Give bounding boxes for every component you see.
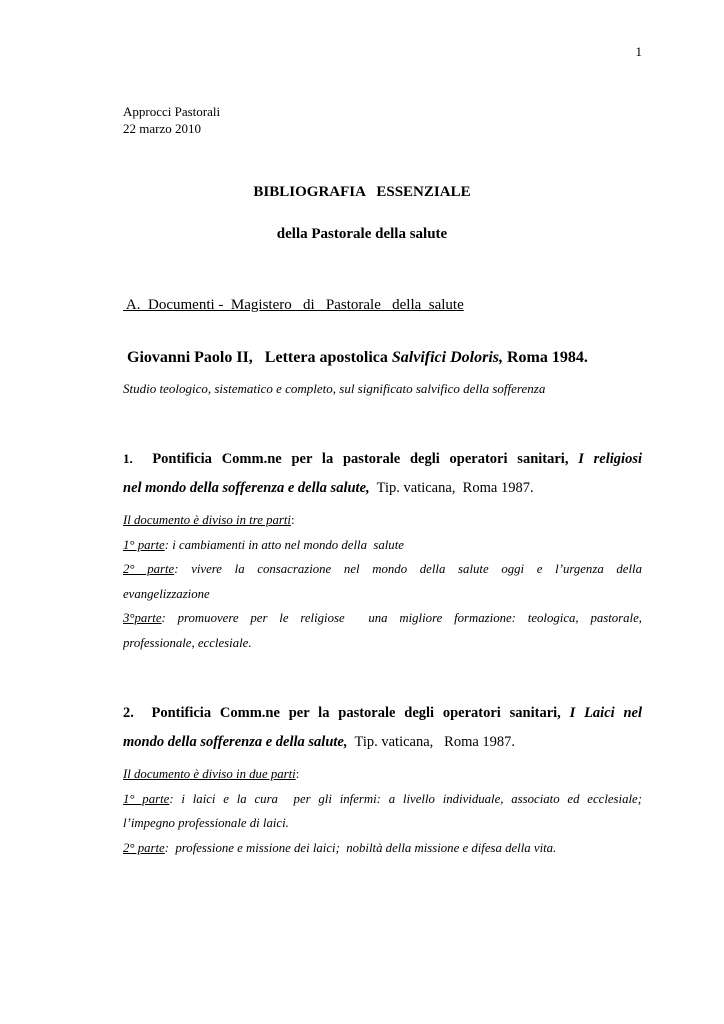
entry-1-number: 1. [123,451,133,466]
entry-2-line-2 [123,728,642,757]
lead-entry-place-year: Roma 1984. [503,349,588,366]
entry-1-part-3-text-1: : promuovere per le religiose una migliore formazione: teologica, pastorale, [161,611,642,625]
bibliography-entry-1 [123,444,642,503]
document-title: BIBLIOGRAFIA ESSENZIALE [253,184,471,200]
header-course: Approcci Pastorali [123,104,221,119]
entry-2-part-1-label: 1° parte [123,791,170,806]
entry-1-part-3-line-1 [123,606,642,631]
entry-1-line-2 [123,474,642,503]
entry-1-title-part-2: nel mondo della sofferenza e della salute, [123,480,370,496]
lead-entry-description: Studio teologico, sistematico e completo, sul significato salvifico della sofferenza [123,381,546,396]
entry-2-publisher: Tip. vaticana, Roma 1987. [347,734,516,750]
entry-1-part-2-text-2: evangelizzazione [123,586,210,601]
entry-1-part-1-text: : i cambiamenti in atto nel mondo della salute [164,537,404,552]
document-header [123,103,220,137]
entry-2-title-part-2: mondo della sofferenza e della salute, [123,734,348,750]
entry-2-intro-colon: : [295,767,300,781]
entry-2-part-2 [123,836,642,861]
lead-entry-citation [127,349,588,367]
bibliography-entry-2 [123,699,642,757]
entry-2-title-part-1: I Laici nel [569,705,643,721]
entry-2-intro-text: Il documento è diviso in due parti [123,767,296,781]
section-a-heading: A. Documenti - Magistero di Pastorale della salute [123,297,464,313]
entry-1-part-2-text-1: : vivere la consacrazione nel mondo della salute oggi e l’urgenza della [174,562,642,576]
entry-2-author: Pontificia Comm.ne per la pastorale degli operatori sanitari, [151,705,561,721]
entry-2-part-1-text-2: l’impegno professionale di laici. [123,816,289,830]
entry-1-part-3 [123,606,642,655]
entry-1-part-1 [123,533,642,558]
entry-2-line-1 [123,699,642,728]
entry-2-intro [123,762,642,787]
entry-2-part-2-label: 2° parte [123,840,165,855]
header-date: 22 marzo 2010 [123,121,201,136]
entry-1-title-part-1: I religiosi [578,451,642,467]
entry-1-line-1 [123,444,642,474]
entry-1-publisher: Tip. vaticana, Roma 1987. [369,480,534,496]
entry-1-part-1-label: 1° parte [123,537,165,552]
entry-2-number: 2. [123,705,134,721]
entry-2-part-1-text-1: : i laici e la cura per gli infermi: a livello individuale, associato ed ecclesiale; [169,791,642,806]
entry-2-part-1 [123,787,642,836]
entry-1-part-2 [123,557,642,606]
lead-entry-author: Giovanni Paolo II, Lettera apostolica [127,349,392,366]
entry-1-part-2-label: 2° parte [123,562,175,576]
entry-2-description [123,762,642,860]
entry-1-intro [123,508,642,533]
lead-entry-title: Salvifici Doloris, [391,349,503,366]
entry-1-part-3-label: 3°parte [123,611,162,625]
entry-1-author: Pontificia Comm.ne per la pastorale degli operatori sanitari, [152,451,569,467]
entry-2-part-1-line-1 [123,787,642,812]
entry-1-intro-colon: : [291,513,295,527]
entry-2-part-2-text: : professione e missione dei laici; nobiltà della missione e difesa della vita. [164,840,557,855]
page-number: 1 [635,44,642,59]
entry-1-description [123,508,642,655]
entry-1-part-2-line-1 [123,557,642,582]
entry-1-part-3-text-2: professionale, ecclesiale. [123,635,252,650]
document-subtitle: della Pastorale della salute [276,226,448,242]
entry-1-intro-text: Il documento è diviso in tre parti [123,513,291,527]
